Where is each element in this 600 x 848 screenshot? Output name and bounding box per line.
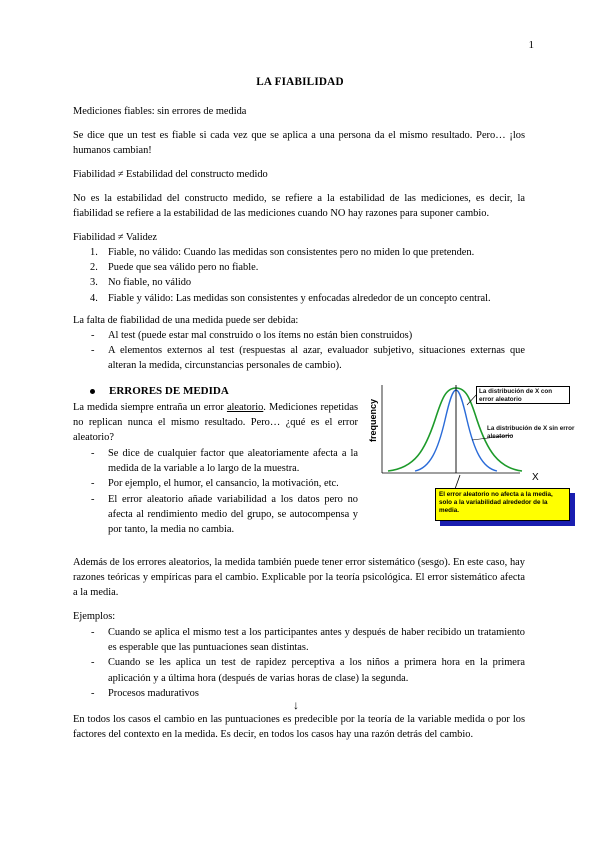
without-error-label: La distribución de X sin error aleatorio (487, 425, 575, 440)
list-item: 1. Fiable, no válido: Cuando las medidas son consistentes pero no miden lo que pretenden. (90, 247, 475, 258)
neq-validity-line: Fiabilidad ≠ Validez (73, 232, 158, 243)
reliable-measures-line: Mediciones fiables: sin errores de medida (73, 106, 247, 117)
page-number: 1 (528, 39, 534, 51)
neq-stability-line: Fiabilidad ≠ Estabilidad del constructo medido (73, 169, 268, 180)
lack-list (73, 328, 525, 374)
systematic-paragraph: Además de los errores aleatorios, la medida también puede tener error sistemático (sesgo). En este caso, hay razones teóricas y empíricas para el cambio. Explicable por la teoría psicológica. El error sistemático afecta a la media. (73, 557, 525, 599)
examples-line: Ejemplos: (73, 611, 116, 622)
errors-heading: ERRORES DE MEDIDA (90, 384, 229, 399)
validity-list (73, 245, 525, 306)
errors-intro: La medida siempre entraña un error aleatorio. Mediciones repetidas no replican nunca el mismo resultado. Pero… ¿qué es el error aleatorio? (73, 402, 358, 444)
list-item: 2. Puede que sea válido pero no fiable. (90, 262, 259, 274)
with-error-label: La distribución de X con error aleatorio (476, 386, 570, 404)
list-item: - Cuando se les aplica un test de rapidez perceptiva a los niños a primera hora en la primera aplicación y a última hora (después de varias horas de clase) la segunda. (73, 655, 525, 685)
examples-list (73, 625, 525, 701)
list-item: - Por ejemplo, el humor, el cansancio, la motivación, etc. (73, 476, 358, 491)
conclusion-paragraph: En todos los casos el cambio en las puntuaciones es predecible por la teoría de la variable medida o por los factores del contexto en la medida. Es decir, en todos los casos hay una razón detrás del cambio. (73, 714, 525, 741)
list-item: - Se dice de cualquier factor que aleatoriamente afecta a la medida de la variable a lo largo de la muestra. (73, 446, 358, 476)
intro-paragraph: Se dice que un test es fiable si cada vez que se aplica a una persona da el mismo resultado. Pero… ¡los humanos cambian! (73, 130, 525, 157)
distribution-figure (360, 380, 585, 540)
list-item: 3. No fiable, no válido (90, 277, 192, 289)
list-item: - Cuando se aplica el mismo test a los participantes antes y después de haber recibido un tratamiento es esperable que las puntuaciones sean distintas. (73, 625, 525, 655)
list-item: - A elementos externos al test (respuestas al azar, evaluador subjetivo, situaciones externas que alteran la medida, circunstancias personales de cambio). (73, 343, 525, 373)
x-axis-label: X (532, 472, 539, 483)
y-axis-label: frequency (368, 398, 378, 442)
list-item: - Al test (puede estar mal construido o los ítems no están bien construidos) (73, 328, 525, 343)
bullet-icon (90, 389, 95, 394)
list-item: - El error aleatorio añade variabilidad a los datos pero no afecta al rendimiento medio del grupo, se autocompensa y por tanto, la media no cambia. (73, 492, 358, 538)
stability-paragraph: No es la estabilidad del constructo medido, se refiere a la estabilidad de las mediciones, es decir, la fiabilidad se refiere a la estabilidad de las mediciones cuando NO hay razones para suponer cambio. (73, 193, 525, 220)
list-item: - Procesos madurativos (73, 686, 525, 701)
page-title: LA FIABILIDAD (256, 76, 344, 88)
random-error-list (73, 446, 358, 537)
down-arrow-icon: ↓ (293, 698, 299, 712)
list-item: 4. Fiable y válido: Las medidas son consistentes y enfocadas alrededor de un concepto central. (90, 292, 491, 304)
lack-line: La falta de fiabilidad de una medida puede ser debida: (73, 315, 299, 326)
callout-note: El error aleatorio no afecta a la media, solo a la variabilidad alrededor de la media. (435, 488, 570, 521)
